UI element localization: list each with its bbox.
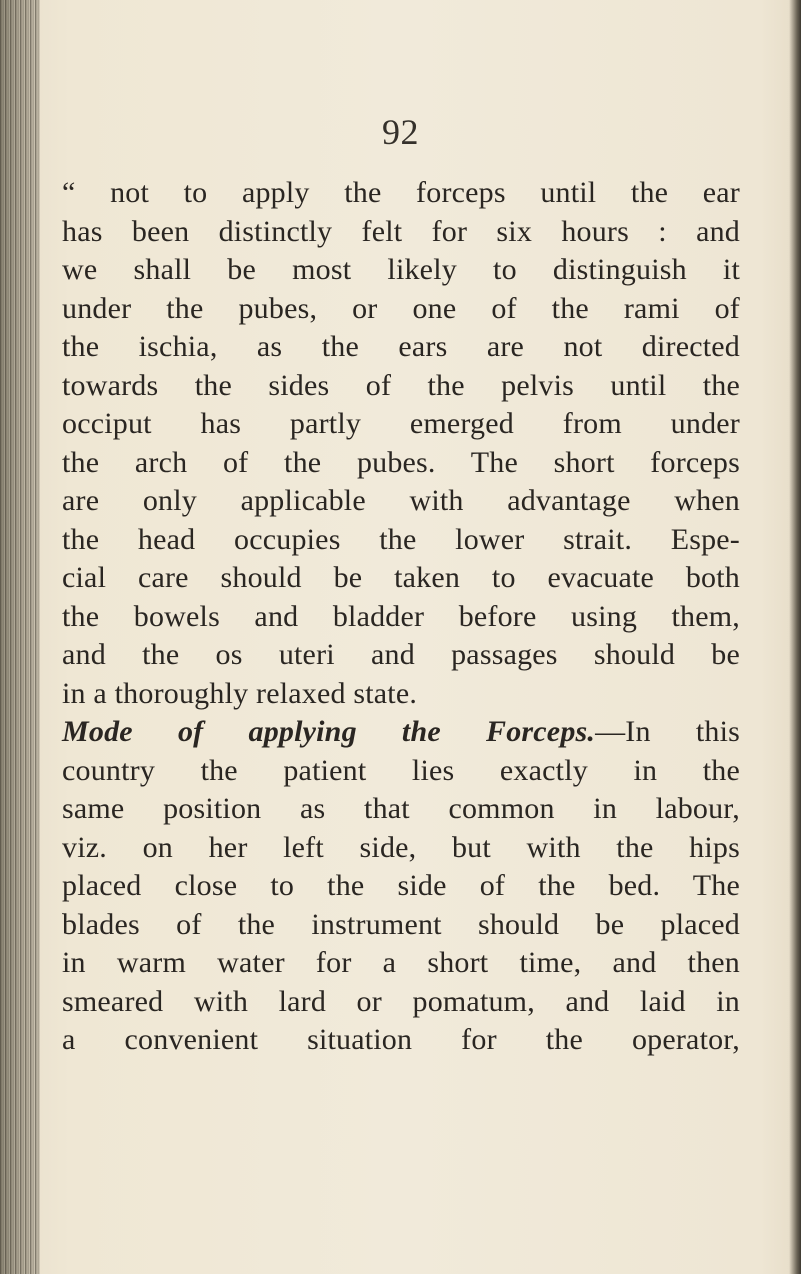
text-line: “ not to apply the forceps until the ear xyxy=(62,176,740,209)
text-line: the arch of the pubes. The short forceps xyxy=(62,445,740,479)
section-heading-line xyxy=(62,713,740,752)
text-line: the bowels and bladder before using them, xyxy=(62,599,740,633)
text-line: the head occupies the lower strait. Espe- xyxy=(62,522,740,556)
text-line: in warm water for a short time, and then xyxy=(62,946,740,979)
text-line: has been distinctly felt for six hours : and xyxy=(62,214,740,248)
book-binding-gutter xyxy=(0,0,40,1274)
text-line: cial care should be taken to evacuate both xyxy=(62,561,740,594)
text-line: viz. on her left side, but with the hips xyxy=(62,830,740,864)
text-line: the ischia, as the ears are not directed xyxy=(62,330,740,363)
text-line: are only applicable with advantage when xyxy=(62,484,740,517)
text-line: and the os uteri and passages should be xyxy=(62,638,740,671)
page-edge-shadow xyxy=(789,0,801,1274)
text-line: under the pubes, or one of the rami of xyxy=(62,291,740,325)
page-number: 92 xyxy=(382,112,419,152)
text-line: same position as that common in labour, xyxy=(62,792,740,825)
section-heading: Mode of applying the Forceps. xyxy=(62,715,596,748)
text-line: towards the sides of the pelvis until the xyxy=(62,368,740,402)
text-line: smeared with lard or pomatum, and laid in xyxy=(62,984,740,1018)
text-line: occiput has partly emerged from under xyxy=(62,407,740,440)
text-line: a convenient situation for the operator, xyxy=(62,1023,740,1056)
paragraph-end-line: in a thoroughly relaxed state. xyxy=(62,676,418,710)
body-text xyxy=(62,174,740,1060)
text-line: placed close to the side of the bed. The xyxy=(62,869,740,902)
text-line: blades of the instrument should be placed xyxy=(62,907,740,941)
text-line: we shall be most likely to distinguish it xyxy=(62,253,740,286)
text-line: country the patient lies exactly in the xyxy=(62,753,740,787)
section-heading-continuation: —In this xyxy=(595,715,741,748)
